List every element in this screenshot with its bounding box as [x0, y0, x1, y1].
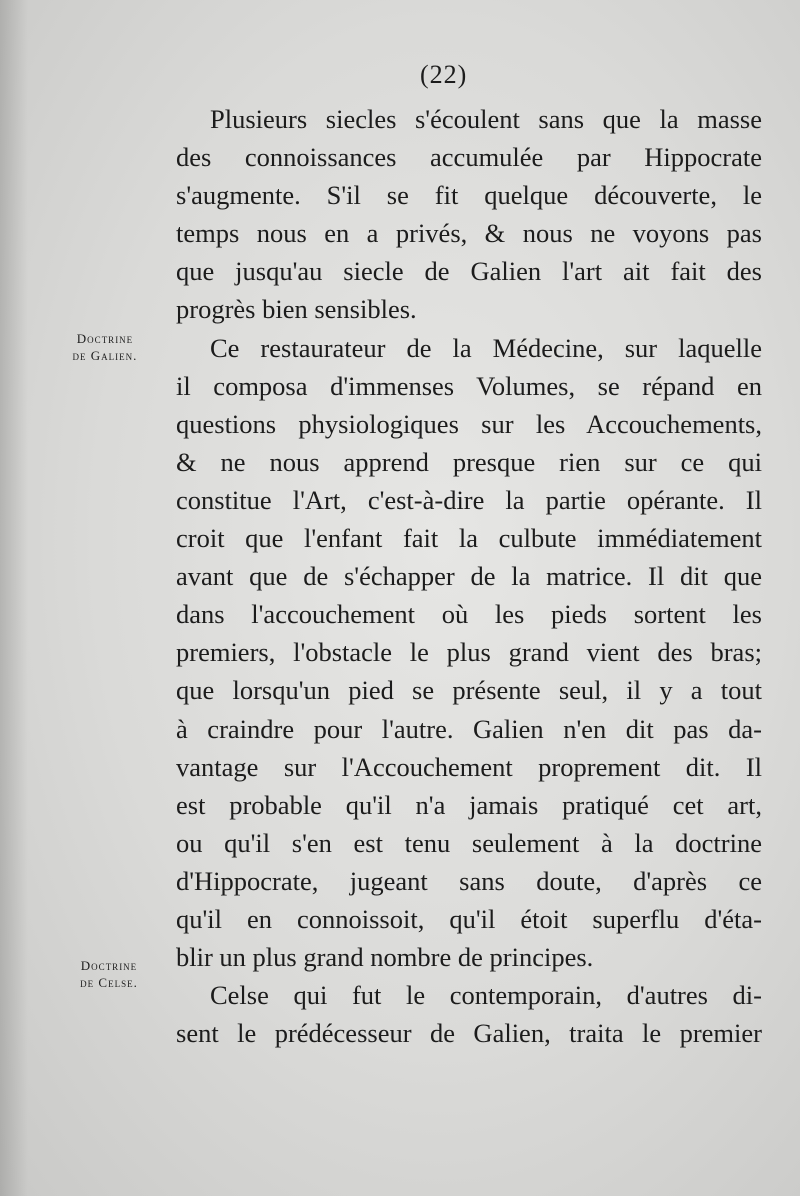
text-line: progrès bien sensibles. [176, 294, 417, 325]
text-line: sent le prédécesseur de Galien, traita le premier [176, 1018, 762, 1049]
text-line: que lorsqu'un pied se présente seul, il y a tout [176, 675, 762, 706]
text-line: qu'il en connoissoit, qu'il étoit superflu d'éta- [176, 903, 762, 934]
text-line: des connoissances accumulée par Hippocrate [176, 142, 762, 173]
text-line: avant que de s'échapper de la matrice. Il dit que [176, 561, 762, 592]
margin-note-doctrine-galien [46, 330, 164, 364]
text-line: il composa d'immenses Volumes, se répand en [176, 370, 762, 401]
text-line: ou qu'il s'en est tenu seulement à la doctrine [176, 827, 762, 858]
text-line: Ce restaurateur de la Médecine, sur laquelle [210, 332, 762, 363]
text-line: Plusieurs siecles s'écoulent sans que la masse [210, 104, 762, 134]
text-line: premiers, l'obstacle le plus grand vient des bras; [176, 637, 762, 668]
text-line: vantage sur l'Accouchement proprement dit. Il [176, 751, 762, 782]
text-line: croit que l'enfant fait la culbute immédiatement [176, 523, 762, 554]
margin-note-line: Doctrine [80, 958, 138, 973]
body-text [176, 100, 762, 1052]
text-line: dans l'accouchement où les pieds sortent les [176, 599, 762, 630]
text-line: s'augmente. S'il se fit quelque découverte, le [176, 180, 762, 211]
margin-note-line: Doctrine [76, 331, 134, 346]
text-line: constitue l'Art, c'est-à-dire la partie opérante. Il [176, 484, 762, 515]
margin-note-line: de Galien. [72, 348, 138, 363]
text-line: d'Hippocrate, jugeant sans doute, d'après ce [176, 865, 762, 896]
gutter-shadow [0, 0, 28, 1196]
text-line: que jusqu'au siecle de Galien l'art ait fait des [176, 256, 762, 287]
text-line: questions physiologiques sur les Accouchements, [176, 408, 762, 439]
text-line: à craindre pour l'autre. Galien n'en dit pas da- [176, 713, 762, 744]
margin-note-line: de Celse. [80, 975, 138, 990]
text-line: & ne nous apprend presque rien sur ce qui [176, 446, 762, 477]
text-line: Celse qui fut le contemporain, d'autres di- [210, 980, 762, 1011]
text-line: temps nous en a privés, & nous ne voyons pas [176, 218, 762, 249]
text-line: blir un plus grand nombre de principes. [176, 942, 594, 973]
margin-note-doctrine-celse [44, 957, 174, 991]
text-line: est probable qu'il n'a jamais pratiqué cet art, [176, 789, 762, 820]
page-number: (22) [420, 60, 468, 89]
